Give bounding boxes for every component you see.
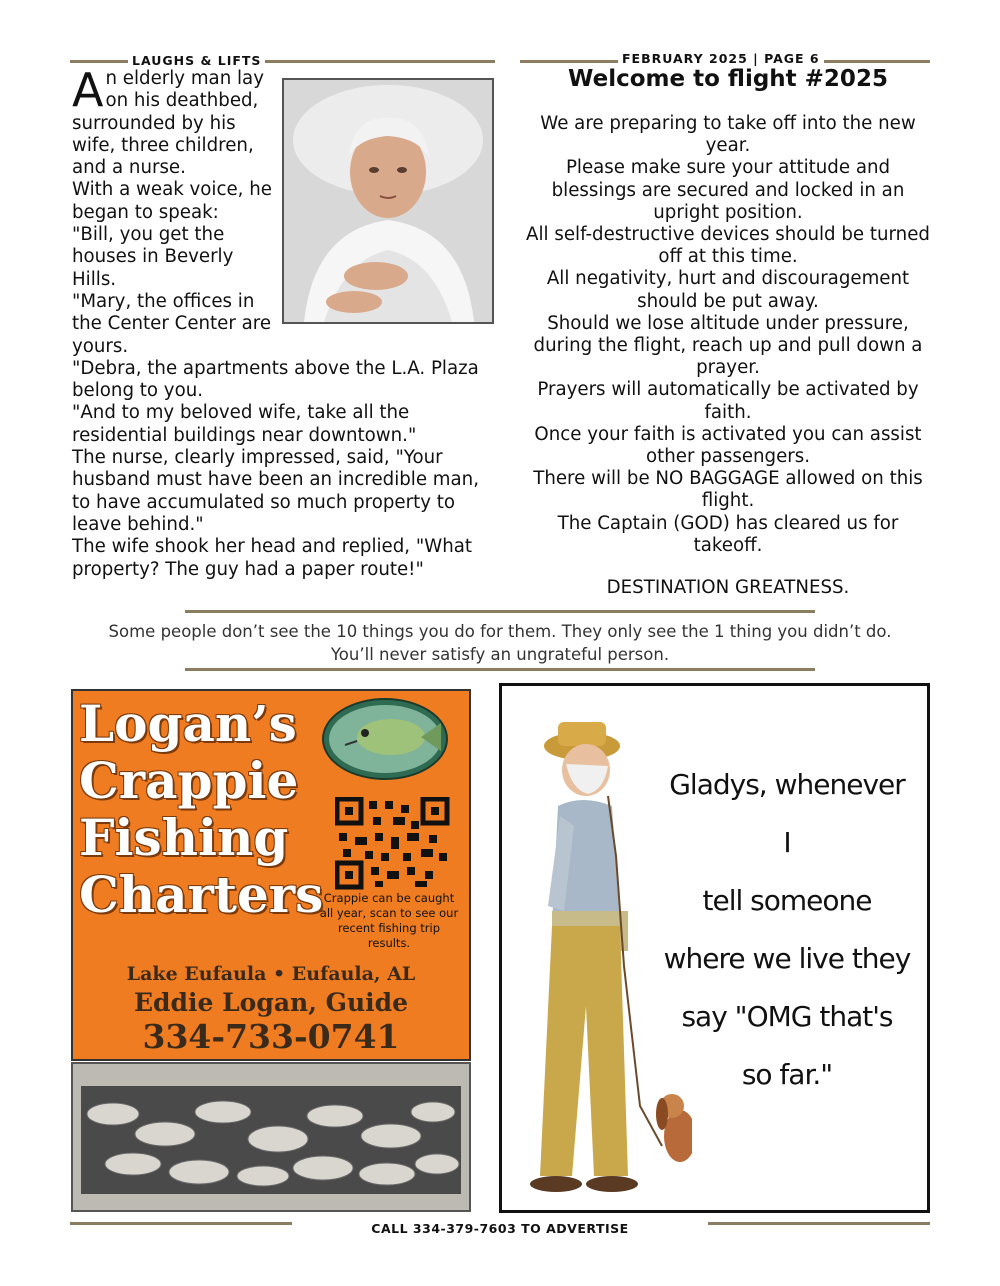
ungrateful-quote bbox=[60, 620, 940, 666]
flight-line: Should we lose altitude under pressure, during the flight, reach up and pull down a prayer. bbox=[533, 312, 923, 379]
caption-line: say "OMG that's bbox=[681, 1000, 893, 1033]
ad-title-line: Crappie bbox=[79, 751, 299, 810]
ad-location: Lake Eufaula • Eufaula, AL bbox=[126, 963, 416, 985]
qr-code-icon[interactable] bbox=[335, 797, 451, 891]
flight-line: We are preparing to take off into the new year. bbox=[540, 113, 916, 157]
ad-title-line: Logan’s bbox=[79, 694, 297, 753]
flight-line: All self-destructive devices should be turned off at this time. bbox=[526, 224, 930, 268]
joke-paragraph: "Bill, you get the houses in Beverly Hills. bbox=[72, 224, 234, 290]
caption-line: Gladys, whenever I bbox=[669, 768, 905, 859]
quote-rule-bottom bbox=[185, 668, 815, 671]
ad-guide-name: Eddie Logan, Guide bbox=[133, 988, 409, 1017]
qr-caption: Crappie can be caught all year, scan to see our recent fishing trip results. bbox=[319, 891, 459, 950]
caption-line: where we live they bbox=[663, 942, 911, 975]
fishing-charter-ad bbox=[71, 689, 471, 1061]
footer-rule-right bbox=[708, 1222, 930, 1225]
ad-title bbox=[79, 695, 323, 923]
joke-paragraph: n elderly man lay on his deathbed, surrounded by his wife, three children, and a nurse. bbox=[72, 68, 264, 179]
old-man-illustration bbox=[284, 80, 492, 322]
caption-line: so far." bbox=[741, 1058, 833, 1091]
flight-line: The Captain (GOD) has cleared us for takeoff. bbox=[557, 512, 899, 556]
joke-paragraph: The nurse, clearly impressed, said, "Your husband must have been an incredible man, to have accumulated so much property to leave behind." bbox=[72, 447, 479, 535]
joke-paragraph: With a weak voice, he began to speak: bbox=[72, 179, 272, 223]
issue-date-page: FEBRUARY 2025 | PAGE 6 bbox=[618, 51, 824, 66]
crappie-fish-icon bbox=[321, 697, 449, 781]
joke-paragraph: "Debra, the apartments above the L.A. Plaza belong to you. bbox=[72, 357, 479, 402]
crappie-catch-image bbox=[73, 1064, 469, 1210]
quote-rule-top bbox=[185, 610, 815, 613]
footer-rule-left bbox=[70, 1222, 292, 1225]
fish-catch-photo bbox=[71, 1062, 471, 1212]
ad-title-line: Charters bbox=[79, 865, 324, 924]
section-label-laughs: LAUGHS & LIFTS bbox=[128, 53, 265, 68]
flight-line: Prayers will automatically be activated by faith. bbox=[537, 379, 919, 423]
flight-announcement bbox=[524, 113, 932, 599]
ad-phone[interactable]: 334-733-0741 bbox=[142, 1017, 400, 1056]
flight-line: Once your faith is activated you can assist other passengers. bbox=[534, 423, 922, 468]
old-man-bed-photo bbox=[282, 78, 494, 324]
cartoon-panel bbox=[499, 683, 930, 1213]
flight-line: All negativity, hurt and discouragement should be put away. bbox=[546, 268, 910, 312]
joke-paragraph: "And to my beloved wife, take all the residential buildings near downtown." bbox=[72, 402, 417, 446]
quote-line: Some people don’t see the 10 things you do for them. They only see the 1 thing you didn’t do. bbox=[108, 622, 892, 641]
drop-cap: A bbox=[72, 63, 104, 117]
joke-paragraph: The wife shook her head and replied, "What property? The guy had a paper route!" bbox=[72, 536, 473, 580]
joke-paragraph: "Mary, the offices in the Center Center are yours. bbox=[72, 290, 272, 357]
flight-title: Welcome to flight #2025 bbox=[568, 66, 888, 92]
flight-closing: DESTINATION GREATNESS. bbox=[606, 577, 850, 599]
cartoon-caption bbox=[662, 756, 912, 1104]
deathbed-joke bbox=[72, 63, 487, 581]
quote-line: You’ll never satisfy an ungrateful person. bbox=[330, 645, 670, 664]
ad-title-line: Fishing bbox=[79, 808, 289, 867]
flight-line: Please make sure your attitude and blessings are secured and locked in an upright position. bbox=[551, 157, 905, 223]
caption-line: tell someone bbox=[702, 884, 872, 917]
flight-line: There will be NO BAGGAGE allowed on this flight. bbox=[533, 468, 923, 512]
advertise-footer: CALL 334-379-7603 TO ADVERTISE bbox=[371, 1221, 629, 1236]
